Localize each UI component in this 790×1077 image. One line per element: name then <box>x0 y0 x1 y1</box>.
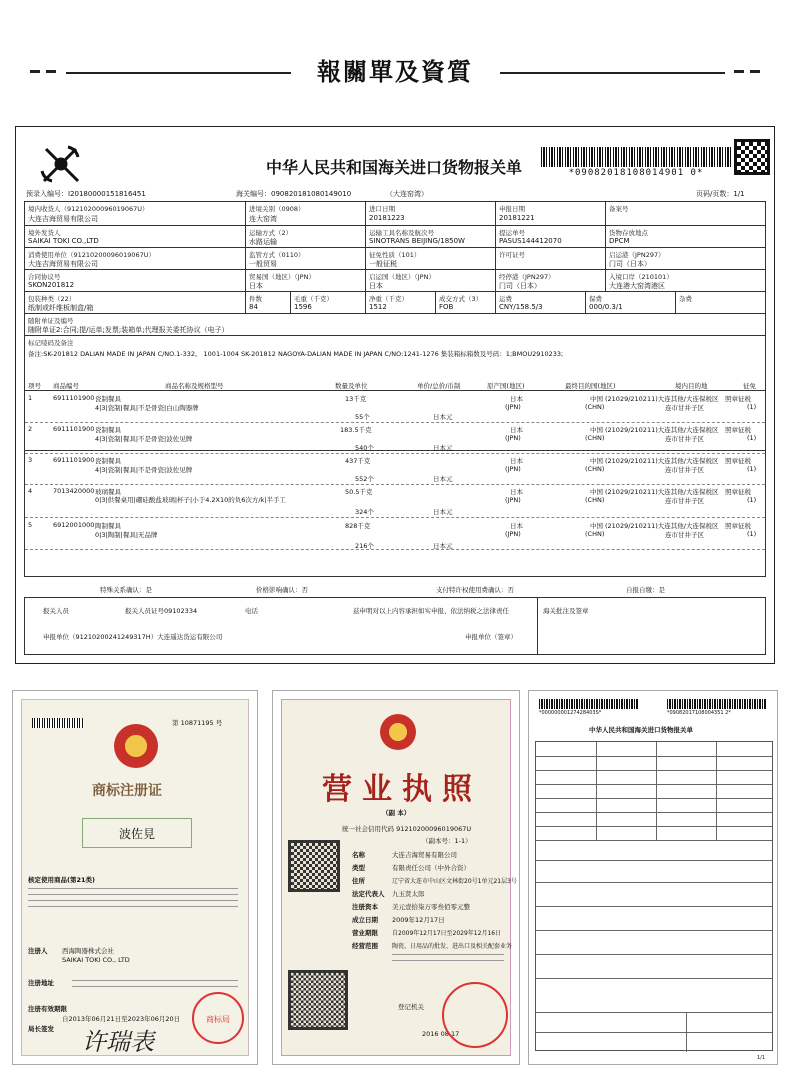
via-port-label: 经停港（JPN297） <box>499 273 555 281</box>
national-emblem-icon <box>380 714 416 750</box>
import-date-label: 进口日期 <box>369 205 395 213</box>
item-no: 4 <box>28 487 33 495</box>
item-currency: 日本元 <box>433 413 453 421</box>
item-code: 6912001000 <box>53 521 95 529</box>
grid-divider <box>245 202 246 225</box>
marks-value: 备注:SK-201812 DALIAN MADE IN JAPAN C/NO.1-332。 1001-1004 SK-201812 NAGOYA-DALIAN MADE IN JAPAN C/NO:1241-1276 集装箱标箱数及号码：1;BMOU2910233; <box>28 350 564 358</box>
grid-divider <box>675 292 676 313</box>
item-name: 玻璃餐具 <box>95 488 121 496</box>
item-levy: 照章征税 <box>725 457 751 465</box>
grid-divider <box>585 292 586 313</box>
field-value: 辽宁省大连市中山区文林街20号1单元21层3号 <box>392 878 517 885</box>
license-subtitle: （副 本） <box>382 809 411 817</box>
item-origin-code: (JPN) <box>505 530 521 538</box>
field-label: 法定代表人 <box>352 890 385 898</box>
banner-dash <box>750 70 760 73</box>
copy-table-row <box>536 756 772 757</box>
grid-row <box>25 202 765 226</box>
item-district: (21029/210211)大连其他/大连保税区 <box>605 395 719 403</box>
trademark-barcode <box>32 718 84 728</box>
customs-no: 海关编号：090820181080149010 <box>236 190 352 198</box>
phone-label: 电话 <box>245 607 258 615</box>
item-district: (21029/210211)大连其他/大连保税区 <box>605 457 719 465</box>
special-relation: 特殊关系确认：是 <box>100 586 152 594</box>
copy-table-row <box>536 798 772 799</box>
form-barcode-text: *09082018108014901 0* <box>568 168 704 178</box>
field-label: 经营范围 <box>352 942 378 950</box>
copy-no: （副本号：1-1） <box>422 837 472 845</box>
user-value: 大连吉海贸易有限公司 <box>28 260 98 268</box>
item-currency: 日本元 <box>433 542 453 550</box>
address-text-block <box>72 980 238 992</box>
gross-label: 毛重（千克） <box>294 295 333 303</box>
grid-divider <box>245 270 246 291</box>
customs-port: （大连窑湾） <box>386 190 428 198</box>
levy-nature-value: 一般征税 <box>369 260 397 268</box>
grid-divider <box>365 202 366 225</box>
copy-table-row <box>536 784 772 785</box>
docs-label: 随附单证及编号 <box>28 317 74 325</box>
item-no: 2 <box>28 425 33 433</box>
field-value: 大连吉海贸易有限公司 <box>392 851 457 859</box>
field-label: 类型 <box>352 864 365 872</box>
agent-unit: 申报单位（91210200241249317H）大连遥达货运有限公司 <box>43 633 223 641</box>
item-dest-code: (CHN) <box>585 403 605 411</box>
copy-table <box>535 741 773 1051</box>
item-origin-code: (JPN) <box>505 403 521 411</box>
extra-label: 杂费 <box>679 295 692 303</box>
grid-row <box>25 314 765 336</box>
form-barcode <box>541 147 731 167</box>
item-origin: 日本 <box>510 488 523 496</box>
item-levy-code: (1) <box>747 434 757 442</box>
grid-divider <box>605 226 606 247</box>
copy-table-row <box>536 930 772 931</box>
terms-value: FOB <box>439 303 454 311</box>
grid-divider <box>495 202 496 225</box>
pieces-value: 84 <box>249 303 258 311</box>
item-origin-code: (JPN) <box>505 496 521 504</box>
grid-divider <box>365 270 366 291</box>
banner-rule-right <box>500 72 725 74</box>
contract-value: SKON201812 <box>28 281 75 289</box>
field-value: 有限责任公司（中外合资） <box>392 864 470 872</box>
storage-value: DPCM <box>609 237 630 245</box>
copy-barcode-right-text: *09082017108004351 2* <box>667 710 731 716</box>
trademark-number: 第 10871195 号 <box>172 719 223 727</box>
supervision-label: 监管方式（0110） <box>249 251 305 259</box>
package-label: 包装种类（22） <box>28 295 76 303</box>
copy-table-row <box>536 826 772 827</box>
consignor-value: SAIKAI TOKI CO.,LTD <box>28 237 99 245</box>
bl-value: PASUS144412070 <box>499 237 562 245</box>
copy-table-row <box>536 882 772 883</box>
grid-row <box>25 226 765 248</box>
license-label: 许可证号 <box>499 251 525 259</box>
item-dest: 中国 <box>590 488 603 496</box>
item-dest: 中国 <box>590 395 603 403</box>
customs-declaration-form <box>15 126 775 664</box>
copy-barcode-left-text: *00000000127428403S* <box>539 710 602 716</box>
royalty: 支付特许权使用费确认：否 <box>436 586 514 594</box>
qr-code-icon <box>288 840 340 892</box>
item-name: 瓷制餐具 <box>95 395 121 403</box>
insurance-value: 000/0.3/1 <box>589 303 623 311</box>
freight-label: 运费 <box>499 295 512 303</box>
goods-text-block <box>28 888 238 912</box>
dep-port-label: 启运港（JPN297） <box>609 251 665 259</box>
insurance-label: 保费 <box>589 295 602 303</box>
net-value: 1512 <box>369 303 387 311</box>
table-row <box>25 392 765 423</box>
consignor-label: 境外发货人 <box>28 229 61 237</box>
item-name: 瓷制餐具 <box>95 426 121 434</box>
self-report: 自报自缴：是 <box>626 586 665 594</box>
item-qty2: 552个 <box>355 475 374 483</box>
col-qty: 数量及单位 <box>335 382 368 390</box>
item-levy-code: (1) <box>747 530 757 538</box>
origin-country-label: 启运国（地区）（JPN） <box>369 273 435 281</box>
bl-label: 提运单号 <box>499 229 525 237</box>
item-origin: 日本 <box>510 457 523 465</box>
field-label: 注册资本 <box>352 903 378 911</box>
grid-divider <box>495 226 496 247</box>
item-dest-code: (CHN) <box>585 434 605 442</box>
field-value: 陶瓷、日用品的批发、进出口及相关配套业务 <box>392 943 513 950</box>
user-label: 消费使用单位（91210200096019067U） <box>28 251 156 259</box>
validity-label: 注册有效期限 <box>28 1005 67 1013</box>
supervision-value: 一般贸易 <box>249 260 277 268</box>
transport-label: 运输方式（2） <box>249 229 293 237</box>
banner-dash <box>30 70 40 73</box>
copy-table-divider <box>686 1012 687 1052</box>
qr-code-icon <box>734 139 770 175</box>
item-qty: 50.5千克 <box>345 488 373 496</box>
item-dest: 中国 <box>590 426 603 434</box>
pieces-label: 件数 <box>249 295 262 303</box>
trademark-office-seal: 商标局 <box>192 992 244 1044</box>
entry-port-value: 大连港大窑湾港区 <box>609 282 665 290</box>
trademark-mark: 波佐見 <box>82 818 192 848</box>
item-district2: 连市甘井子区 <box>665 531 704 539</box>
item-qty: 183.5千克 <box>340 426 372 434</box>
address-label: 注册地址 <box>28 979 54 987</box>
table-row <box>25 519 765 550</box>
declare-date-label: 申报日期 <box>499 205 525 213</box>
field-label: 名称 <box>352 851 365 859</box>
grid-row <box>25 336 765 378</box>
field-value: 美元壹拾柒万零叁佰零元整 <box>392 903 470 911</box>
item-name: 陶制餐具 <box>95 522 121 530</box>
copy-table-row <box>536 860 772 861</box>
storage-label: 货物存放地点 <box>609 229 648 237</box>
authority-seal <box>442 982 508 1048</box>
trade-country-label: 贸易国（地区）（JPN） <box>249 273 315 281</box>
item-district: (21029/210211)大连其他/大连保税区 <box>605 522 719 530</box>
item-currency: 日本元 <box>433 444 453 452</box>
docs-value: 随附单证2:合同;提/运单;发票;装箱单;代理报关委托协议（电子） <box>28 326 229 334</box>
qr-code-icon <box>288 970 348 1030</box>
item-levy-code: (1) <box>747 496 757 504</box>
footer-divider <box>537 598 538 654</box>
table-row <box>25 485 765 518</box>
item-dest-code: (CHN) <box>585 530 605 538</box>
item-no: 1 <box>28 394 33 402</box>
registrant-name: 西海陶器株式会社 <box>62 947 114 955</box>
customs-remarks-label: 海关批注及签章 <box>543 607 589 615</box>
item-qty2: 540个 <box>355 444 374 452</box>
business-license <box>272 690 520 1065</box>
item-district2: 连市甘井子区 <box>665 497 704 505</box>
copy-table-row <box>536 1012 772 1013</box>
banner-rule-left <box>66 72 291 74</box>
item-levy-code: (1) <box>747 403 757 411</box>
consignee-value: 大连吉海贸易有限公司 <box>28 215 98 223</box>
field-value: 2009年12月17日 <box>392 916 445 924</box>
goods-label: 核定使用商品(第21类) <box>28 876 95 884</box>
col-code: 商品编号 <box>53 382 79 390</box>
col-no: 项号 <box>28 382 41 390</box>
marks-label: 标记唛码及备注 <box>28 339 74 347</box>
item-district2: 连市甘井子区 <box>665 404 704 412</box>
col-origin: 原产国(地区) <box>487 382 525 390</box>
net-label: 净重（千克） <box>369 295 408 303</box>
national-emblem-icon <box>114 724 158 768</box>
via-port-value: 门司（日本） <box>499 282 541 290</box>
item-levy-code: (1) <box>747 465 757 473</box>
declare-date-value: 20181221 <box>499 214 535 222</box>
origin-country-value: 日本 <box>369 282 383 290</box>
col-name: 商品名称及规格型号 <box>165 382 224 390</box>
record-no-label: 备案号 <box>609 205 629 213</box>
item-district: (21029/210211)大连其他/大连保税区 <box>605 488 719 496</box>
grid-divider <box>495 248 496 269</box>
declarant-label: 报关人员 <box>43 607 69 615</box>
trademark-paper <box>21 699 249 1056</box>
grid-row <box>25 292 765 314</box>
license-title: 营业执照 <box>322 772 482 807</box>
copy-title: 中华人民共和国海关进口货物报关单 <box>589 726 693 734</box>
item-origin-code: (JPN) <box>505 434 521 442</box>
item-spec: 0|3|供餐桌用|硼硅酸盐玻璃|杯子|小于4.2X10的负6次方/k|半手工 <box>95 496 287 504</box>
col-dest: 最终目的国(地区) <box>565 382 616 390</box>
consignee-label: 境内收货人（91210200096019067U） <box>28 205 149 213</box>
declaration-copy <box>528 690 778 1065</box>
item-levy: 照章征税 <box>725 488 751 496</box>
package-value: 纸制或纤维板制盒/箱 <box>28 304 94 312</box>
grid-row <box>25 270 765 292</box>
item-code: 7013420000 <box>53 487 95 495</box>
item-dest: 中国 <box>590 522 603 530</box>
item-district: (21029/210211)大连其他/大连保税区 <box>605 426 719 434</box>
copy-table-row <box>536 840 772 841</box>
field-label: 营业期限 <box>352 929 378 937</box>
director-signature: 许瑞表 <box>82 1028 154 1056</box>
item-dest-code: (CHN) <box>585 496 605 504</box>
gross-value: 1596 <box>294 303 312 311</box>
field-label: 成立日期 <box>352 916 378 924</box>
issuer-label: 局长签发 <box>28 1025 54 1033</box>
item-currency: 日本元 <box>433 475 453 483</box>
grid-divider <box>245 292 246 313</box>
item-origin: 日本 <box>510 522 523 530</box>
declaration-footer <box>24 597 766 655</box>
grid-divider <box>365 226 366 247</box>
item-levy: 照章征税 <box>725 395 751 403</box>
license-paper <box>281 699 517 1056</box>
terms-label: 成交方式（3） <box>439 295 483 303</box>
field-value: 自2009年12月17日至2029年12月16日 <box>392 930 502 937</box>
item-origin: 日本 <box>510 426 523 434</box>
item-currency: 日本元 <box>433 508 453 516</box>
item-name: 瓷制餐具 <box>95 457 121 465</box>
item-code: 6911101900 <box>53 425 95 433</box>
col-district: 境内目的地 <box>675 382 708 390</box>
item-code: 6911101900 <box>53 456 95 464</box>
item-levy: 照章征税 <box>725 426 751 434</box>
item-dest: 中国 <box>590 457 603 465</box>
item-spec: 0|3|陶制|餐具|无品牌 <box>95 531 158 539</box>
grid-row <box>25 248 765 270</box>
grid-divider <box>365 248 366 269</box>
grid-divider <box>365 292 366 313</box>
transport-value: 水路运输 <box>249 238 277 246</box>
vessel-label: 运输工具名称及航次号 <box>369 229 434 237</box>
page-count: 页码/页数：1/1 <box>696 190 745 198</box>
copy-table-divider <box>716 742 717 840</box>
copy-table-row <box>536 954 772 955</box>
entry-customs-label: 进境关别（0908） <box>249 205 305 213</box>
col-levy: 征免 <box>743 382 756 390</box>
item-qty: 828千克 <box>345 522 371 530</box>
customs-emblem-icon <box>38 141 84 187</box>
registration-authority: 登记机关 <box>398 1003 424 1011</box>
item-spec: 4|3|瓷制|餐具|不是骨瓷|波佐见牌 <box>95 435 193 443</box>
grid-divider <box>245 226 246 247</box>
trademark-title: 商标注册证 <box>92 783 162 799</box>
dep-port-value: 门司（日本） <box>609 260 651 268</box>
validity-value: 自2013年06月21日至2023年06月20日 <box>62 1015 181 1023</box>
import-date-value: 20181223 <box>369 214 405 222</box>
grid-divider <box>435 292 436 313</box>
item-spec: 4|3|瓷制|餐具|不是骨瓷|白山陶器牌 <box>95 404 199 412</box>
grid-divider <box>290 292 291 313</box>
copy-page: 1/1 <box>757 1055 766 1061</box>
levy-nature-label: 征免性质（101） <box>369 251 421 259</box>
credit-code: 统一社会信用代码 91210200096019067U <box>342 825 472 833</box>
item-spec: 4|3|瓷制|餐具|不是骨瓷|波佐见牌 <box>95 466 193 474</box>
entry-port-label: 入境口岸（210101） <box>609 273 673 281</box>
pre-entry-no: 预录入编号：I20180000151816451 <box>26 190 146 198</box>
item-qty2: 324个 <box>355 508 374 516</box>
issue-date: 2016 08 17 <box>422 1030 460 1038</box>
vessel-value: SINOTRANS BEIJING/1850W <box>369 237 465 245</box>
table-row <box>25 423 765 454</box>
item-qty: 437千克 <box>345 457 371 465</box>
field-value: 九玉贤太郎 <box>392 890 425 898</box>
item-district2: 连市甘井子区 <box>665 435 704 443</box>
header-banner <box>0 52 790 92</box>
grid-divider <box>605 270 606 291</box>
copy-table-divider <box>596 742 597 840</box>
copy-barcode-right <box>667 699 767 709</box>
copy-table-divider <box>656 742 657 840</box>
trademark-certificate <box>12 690 258 1065</box>
grid-divider <box>495 292 496 313</box>
item-qty2: 55个 <box>355 413 370 421</box>
page-title: 報關單及資質 <box>317 57 473 86</box>
copy-barcode-left <box>539 699 639 709</box>
item-no: 5 <box>28 521 33 529</box>
declarant-cert: 报关人员证号09102334 <box>125 607 198 615</box>
item-dest-code: (CHN) <box>585 465 605 473</box>
copy-table-row <box>536 978 772 979</box>
col-price: 单价/总价/币制 <box>417 382 461 390</box>
banner-dash <box>734 70 744 73</box>
copy-table-row <box>536 1032 772 1033</box>
copy-table-row <box>536 812 772 813</box>
price-effect: 价格影响确认：否 <box>256 586 308 594</box>
item-qty2: 216个 <box>355 542 374 550</box>
trade-country-value: 日本 <box>249 282 263 290</box>
freight-value: CNY/158.5/3 <box>499 303 543 311</box>
item-qty: 13千克 <box>345 395 367 403</box>
registrant-en: SAIKAI TOKI CO., LTD <box>62 956 130 964</box>
item-origin-code: (JPN) <box>505 465 521 473</box>
items-header <box>25 379 765 391</box>
item-no: 3 <box>28 456 33 464</box>
copy-table-row <box>536 770 772 771</box>
item-district2: 连市甘井子区 <box>665 466 704 474</box>
grid-divider <box>495 270 496 291</box>
copy-table-row <box>536 906 772 907</box>
goods-items-table <box>24 379 766 577</box>
grid-divider <box>605 202 606 225</box>
scope-text-block <box>392 954 504 966</box>
banner-dash <box>46 70 56 73</box>
item-levy: 照章征税 <box>725 522 751 530</box>
contract-label: 合同协议号 <box>28 273 61 281</box>
item-origin: 日本 <box>510 395 523 403</box>
legal-statement: 兹申明对以上内容承担如实申报、依法纳税之法律责任 <box>353 607 509 615</box>
entry-customs-value: 连大窑湾 <box>249 215 277 223</box>
field-label: 住所 <box>352 877 365 885</box>
form-title: 中华人民共和国海关进口货物报关单 <box>266 158 523 177</box>
table-row <box>25 454 765 485</box>
grid-divider <box>245 248 246 269</box>
item-code: 6911101900 <box>53 394 95 402</box>
grid-divider <box>605 248 606 269</box>
registrant-label: 注册人 <box>28 947 48 955</box>
agent-seal-label: 申报单位（签章） <box>465 633 517 641</box>
